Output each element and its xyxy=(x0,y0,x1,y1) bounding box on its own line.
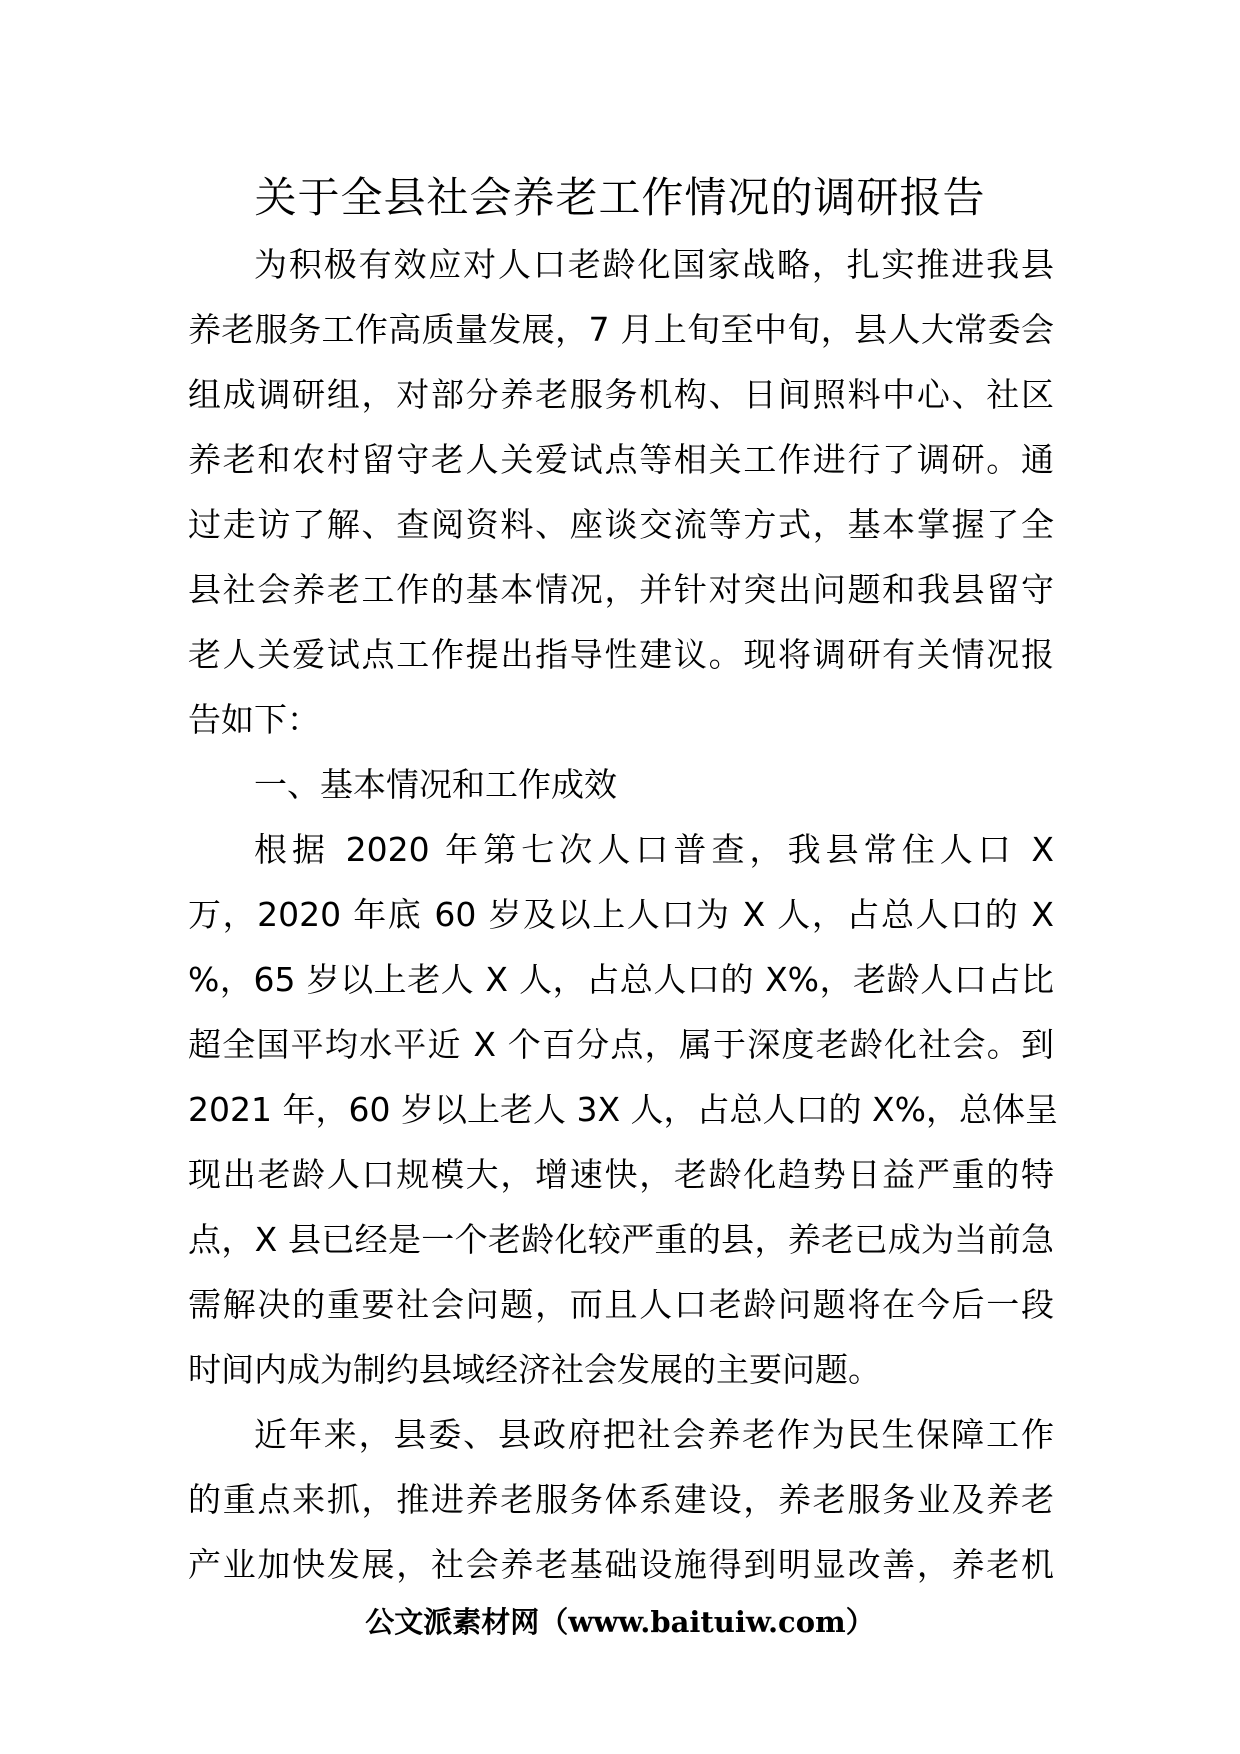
body-line: 养老和农村留守老人关爱试点等相关工作进行了调研。通 xyxy=(188,440,1054,479)
body-line: 超全国平均水平近 X 个百分点，属于深度老龄化社会。到 xyxy=(188,1025,1054,1064)
body-line: 养老服务工作高质量发展，7 月上旬至中旬，县人大常委会 xyxy=(188,310,1054,349)
body-line: 2021 年，60 岁以上老人 3X 人，占总人口的 X%，总体呈 xyxy=(188,1090,1058,1129)
watermark-footer: 公文派素材网（www.baituiw.com） xyxy=(365,1605,875,1639)
body-line: 时间内成为制约县域经济社会发展的主要问题。 xyxy=(188,1350,881,1389)
body-line: 老人关爱试点工作提出指导性建议。现将调研有关情况报 xyxy=(188,635,1054,674)
document-title: 关于全县社会养老工作情况的调研报告 xyxy=(254,173,986,222)
body-line: 县社会养老工作的基本情况，并针对突出问题和我县留守 xyxy=(188,570,1054,609)
body-line: 过走访了解、查阅资料、座谈交流等方式，基本掌握了全 xyxy=(188,505,1054,544)
body-line: 根据 2020 年第七次人口普查，我县常住人口 X xyxy=(254,830,1054,869)
body-line: 点，X 县已经是一个老龄化较严重的县，养老已成为当前急 xyxy=(188,1220,1054,1259)
body-line: %，65 岁以上老人 X 人，占总人口的 X%，老龄人口占比 xyxy=(188,960,1054,999)
body-line: 组成调研组，对部分养老服务机构、日间照料中心、社区 xyxy=(188,375,1054,414)
body-line: 万，2020 年底 60 岁及以上人口为 X 人，占总人口的 X xyxy=(188,895,1054,934)
body-line: 现出老龄人口规模大，增速快，老龄化趋势日益严重的特 xyxy=(188,1155,1054,1194)
section-heading: 一、基本情况和工作成效 xyxy=(254,765,617,804)
body-line: 产业加快发展，社会养老基础设施得到明显改善，养老机 xyxy=(188,1545,1054,1584)
body-line: 需解决的重要社会问题，而且人口老龄问题将在今后一段 xyxy=(188,1285,1054,1324)
body-line: 近年来，县委、县政府把社会养老作为民生保障工作 xyxy=(254,1415,1054,1454)
body-line: 告如下： xyxy=(188,700,320,739)
document-body xyxy=(188,232,1058,1597)
body-line: 的重点来抓，推进养老服务体系建设，养老服务业及养老 xyxy=(188,1480,1054,1519)
body-line: 为积极有效应对人口老龄化国家战略，扎实推进我县 xyxy=(254,245,1054,284)
